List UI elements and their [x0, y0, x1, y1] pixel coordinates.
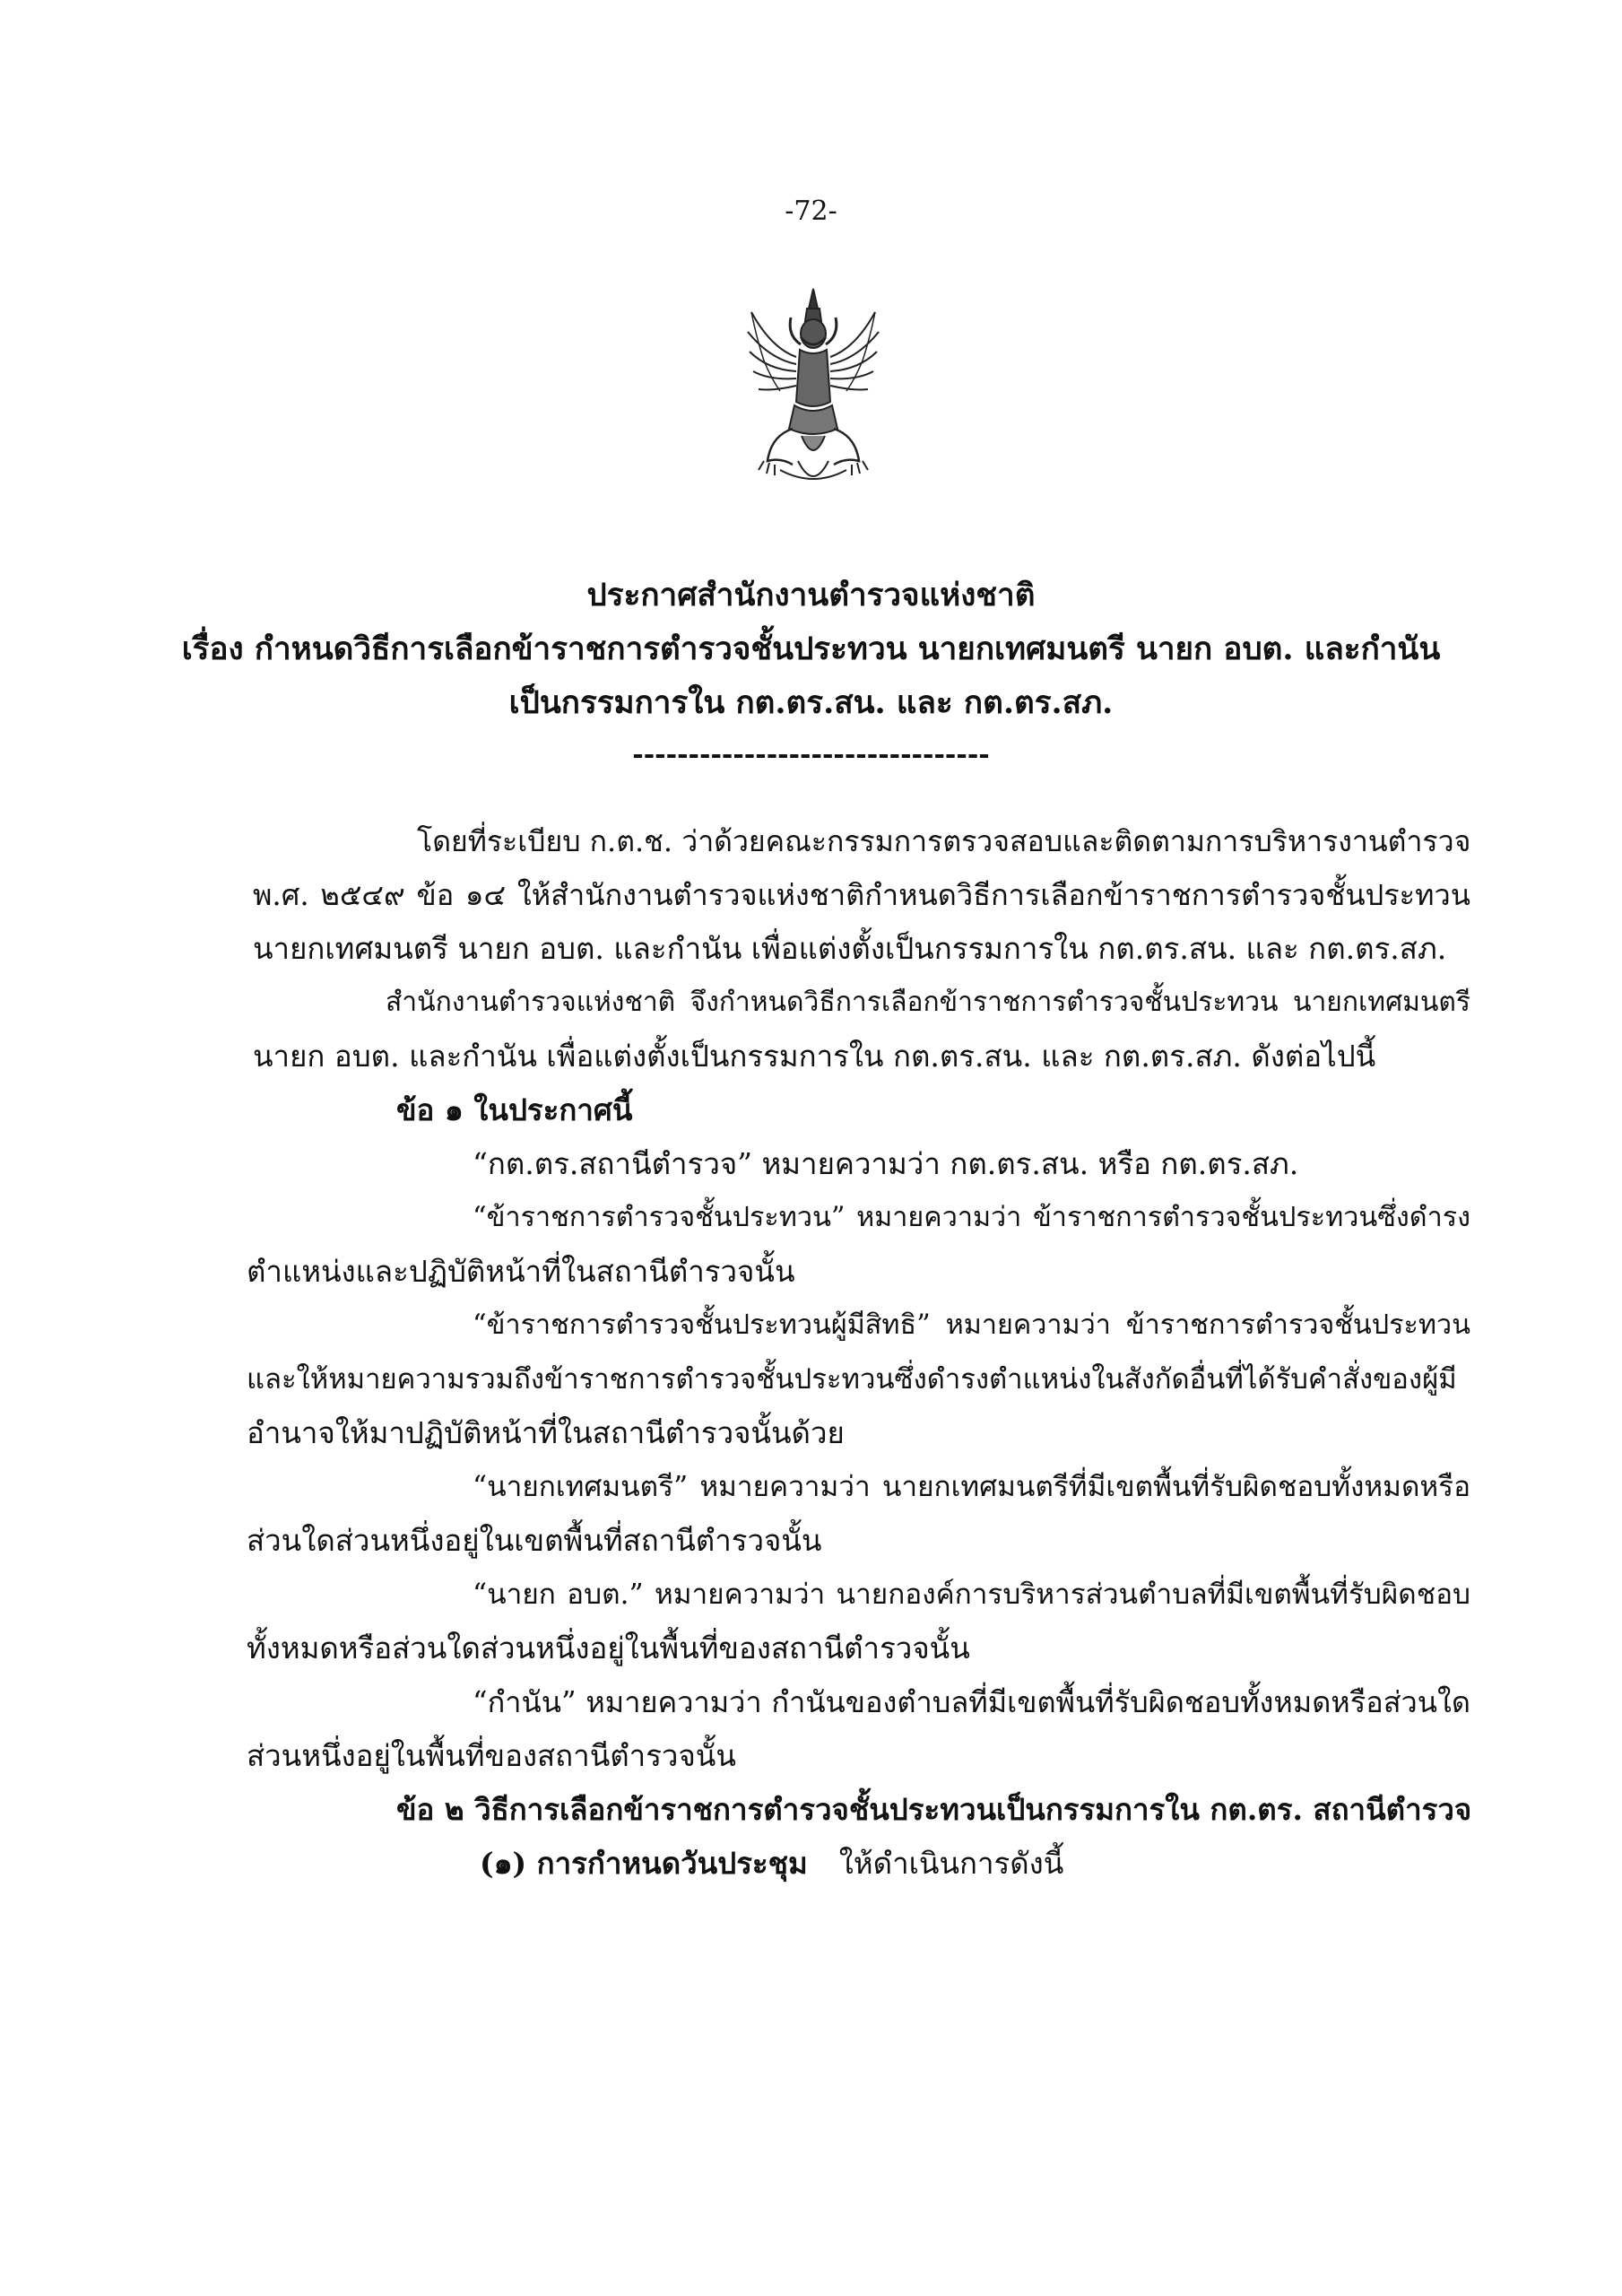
definition-1: “กต.ตร.สถานีตำรวจ” หมายความว่า กต.ตร.สน. หรือ กต.ตร.สภ.: [473, 1146, 1299, 1181]
clause-2-sub-1-text: ให้ดำเนินการดังนี้: [838, 1846, 1064, 1881]
definition-5-line-1: “นายก อบต.” หมายความว่า นายกองค์การบริหารส่วนตำบลที่มีเขตพื้นที่รับผิดชอบ: [473, 1578, 1470, 1611]
definition-2-line-1: “ข้าราชการตำรวจชั้นประทวน” หมายความว่า ข้าราชการตำรวจชั้นประทวนซึ่งดำรง: [473, 1202, 1470, 1233]
clause-2-sub-1-label: (๑) การกำหนดวันประชุม: [480, 1846, 808, 1881]
announcement-subject-cont: เป็นกรรมการใน กต.ตร.สน. และ กต.ตร.สภ.: [508, 684, 1114, 721]
paragraph-1-line-1: โดยที่ระเบียบ ก.ต.ช. ว่าด้วยคณะกรรมการตรวจสอบและติดตามการบริหารงานตำรวจ: [417, 824, 1471, 858]
definition-3-line-3: อำนาจให้มาปฏิบัติหน้าที่ในสถานีตำรวจนั้นด้วย: [247, 1415, 845, 1450]
definition-5-line-2: ทั้งหมดหรือส่วนใดส่วนหนึ่งอยู่ในพื้นที่ของสถานีตำรวจนั้น: [247, 1631, 970, 1665]
definition-6-line-2: ส่วนหนึ่งอยู่ในพื้นที่ของสถานีตำรวจนั้น: [247, 1738, 736, 1773]
paragraph-1-line-2: พ.ศ. ๒๕๔๙ ข้อ ๑๔ ให้สำนักงานตำรวจแห่งชาติกำหนดวิธีการเลือกข้าราชการตำรวจชั้นประทวน: [253, 878, 1470, 912]
clause-2-heading: ข้อ ๒ วิธีการเลือกข้าราชการตำรวจชั้นประทวนเป็นกรรมการใน กต.ตร. สถานีตำรวจ: [396, 1792, 1472, 1827]
garuda-emblem-icon: [744, 285, 882, 493]
clause-2-sub-1: [480, 1846, 1063, 1882]
definition-6-line-1: “กำนัน” หมายความว่า กำนันของตำบลที่มีเขตพื้นที่รับผิดชอบทั้งหมดหรือส่วนใด: [473, 1685, 1470, 1719]
clause-1-heading: ข้อ ๑ ในประกาศนี้: [396, 1092, 633, 1127]
definition-3-line-1: “ข้าราชการตำรวจชั้นประทวนผู้มีสิทธิ” หมายความว่า ข้าราชการตำรวจชั้นประทวน: [473, 1309, 1470, 1341]
announcement-title: ประกาศสำนักงานตำรวจแห่งชาติ: [586, 577, 1036, 613]
title-divider: --------------------------------: [632, 739, 990, 770]
paragraph-1-line-3: นายกเทศมนตรี นายก อบต. และกำนัน เพื่อแต่งตั้งเป็นกรรมการใน กต.ตร.สน. และ กต.ตร.สภ.: [253, 931, 1447, 966]
definition-3-line-2: และให้หมายความรวมถึงข้าราชการตำรวจชั้นประทวนซึ่งดำรงตำแหน่งในสังกัดอื่นที่ได้รับคำสั่งของผู้มี: [247, 1363, 1457, 1396]
paragraph-2-line-1: สำนักงานตำรวจแห่งชาติ จึงกำหนดวิธีการเลือกข้าราชการตำรวจชั้นประทวน นายกเทศมนตรี: [386, 987, 1470, 1018]
definition-4-line-1: “นายกเทศมนตรี” หมายความว่า นายกเทศมนตรีที่มีเขตพื้นที่รับผิดชอบทั้งหมดหรือ: [473, 1471, 1470, 1503]
paragraph-2-line-2: นายก อบต. และกำนัน เพื่อแต่งตั้งเป็นกรรมการใน กต.ตร.สน. และ กต.ตร.สภ. ดังต่อไปนี้: [253, 1039, 1376, 1074]
definition-4-line-2: ส่วนใดส่วนหนึ่งอยู่ในเขตพื้นที่สถานีตำรวจนั้น: [247, 1523, 822, 1558]
page-number: -72-: [785, 196, 837, 227]
announcement-subject: เรื่อง กำหนดวิธีการเลือกข้าราชการตำรวจชั้นประทวน นายกเทศมนตรี นายก อบต. และกำนัน: [181, 631, 1441, 667]
definition-2-line-2: ตำแหน่งและปฏิบัติหน้าที่ในสถานีตำรวจนั้น: [247, 1254, 795, 1289]
